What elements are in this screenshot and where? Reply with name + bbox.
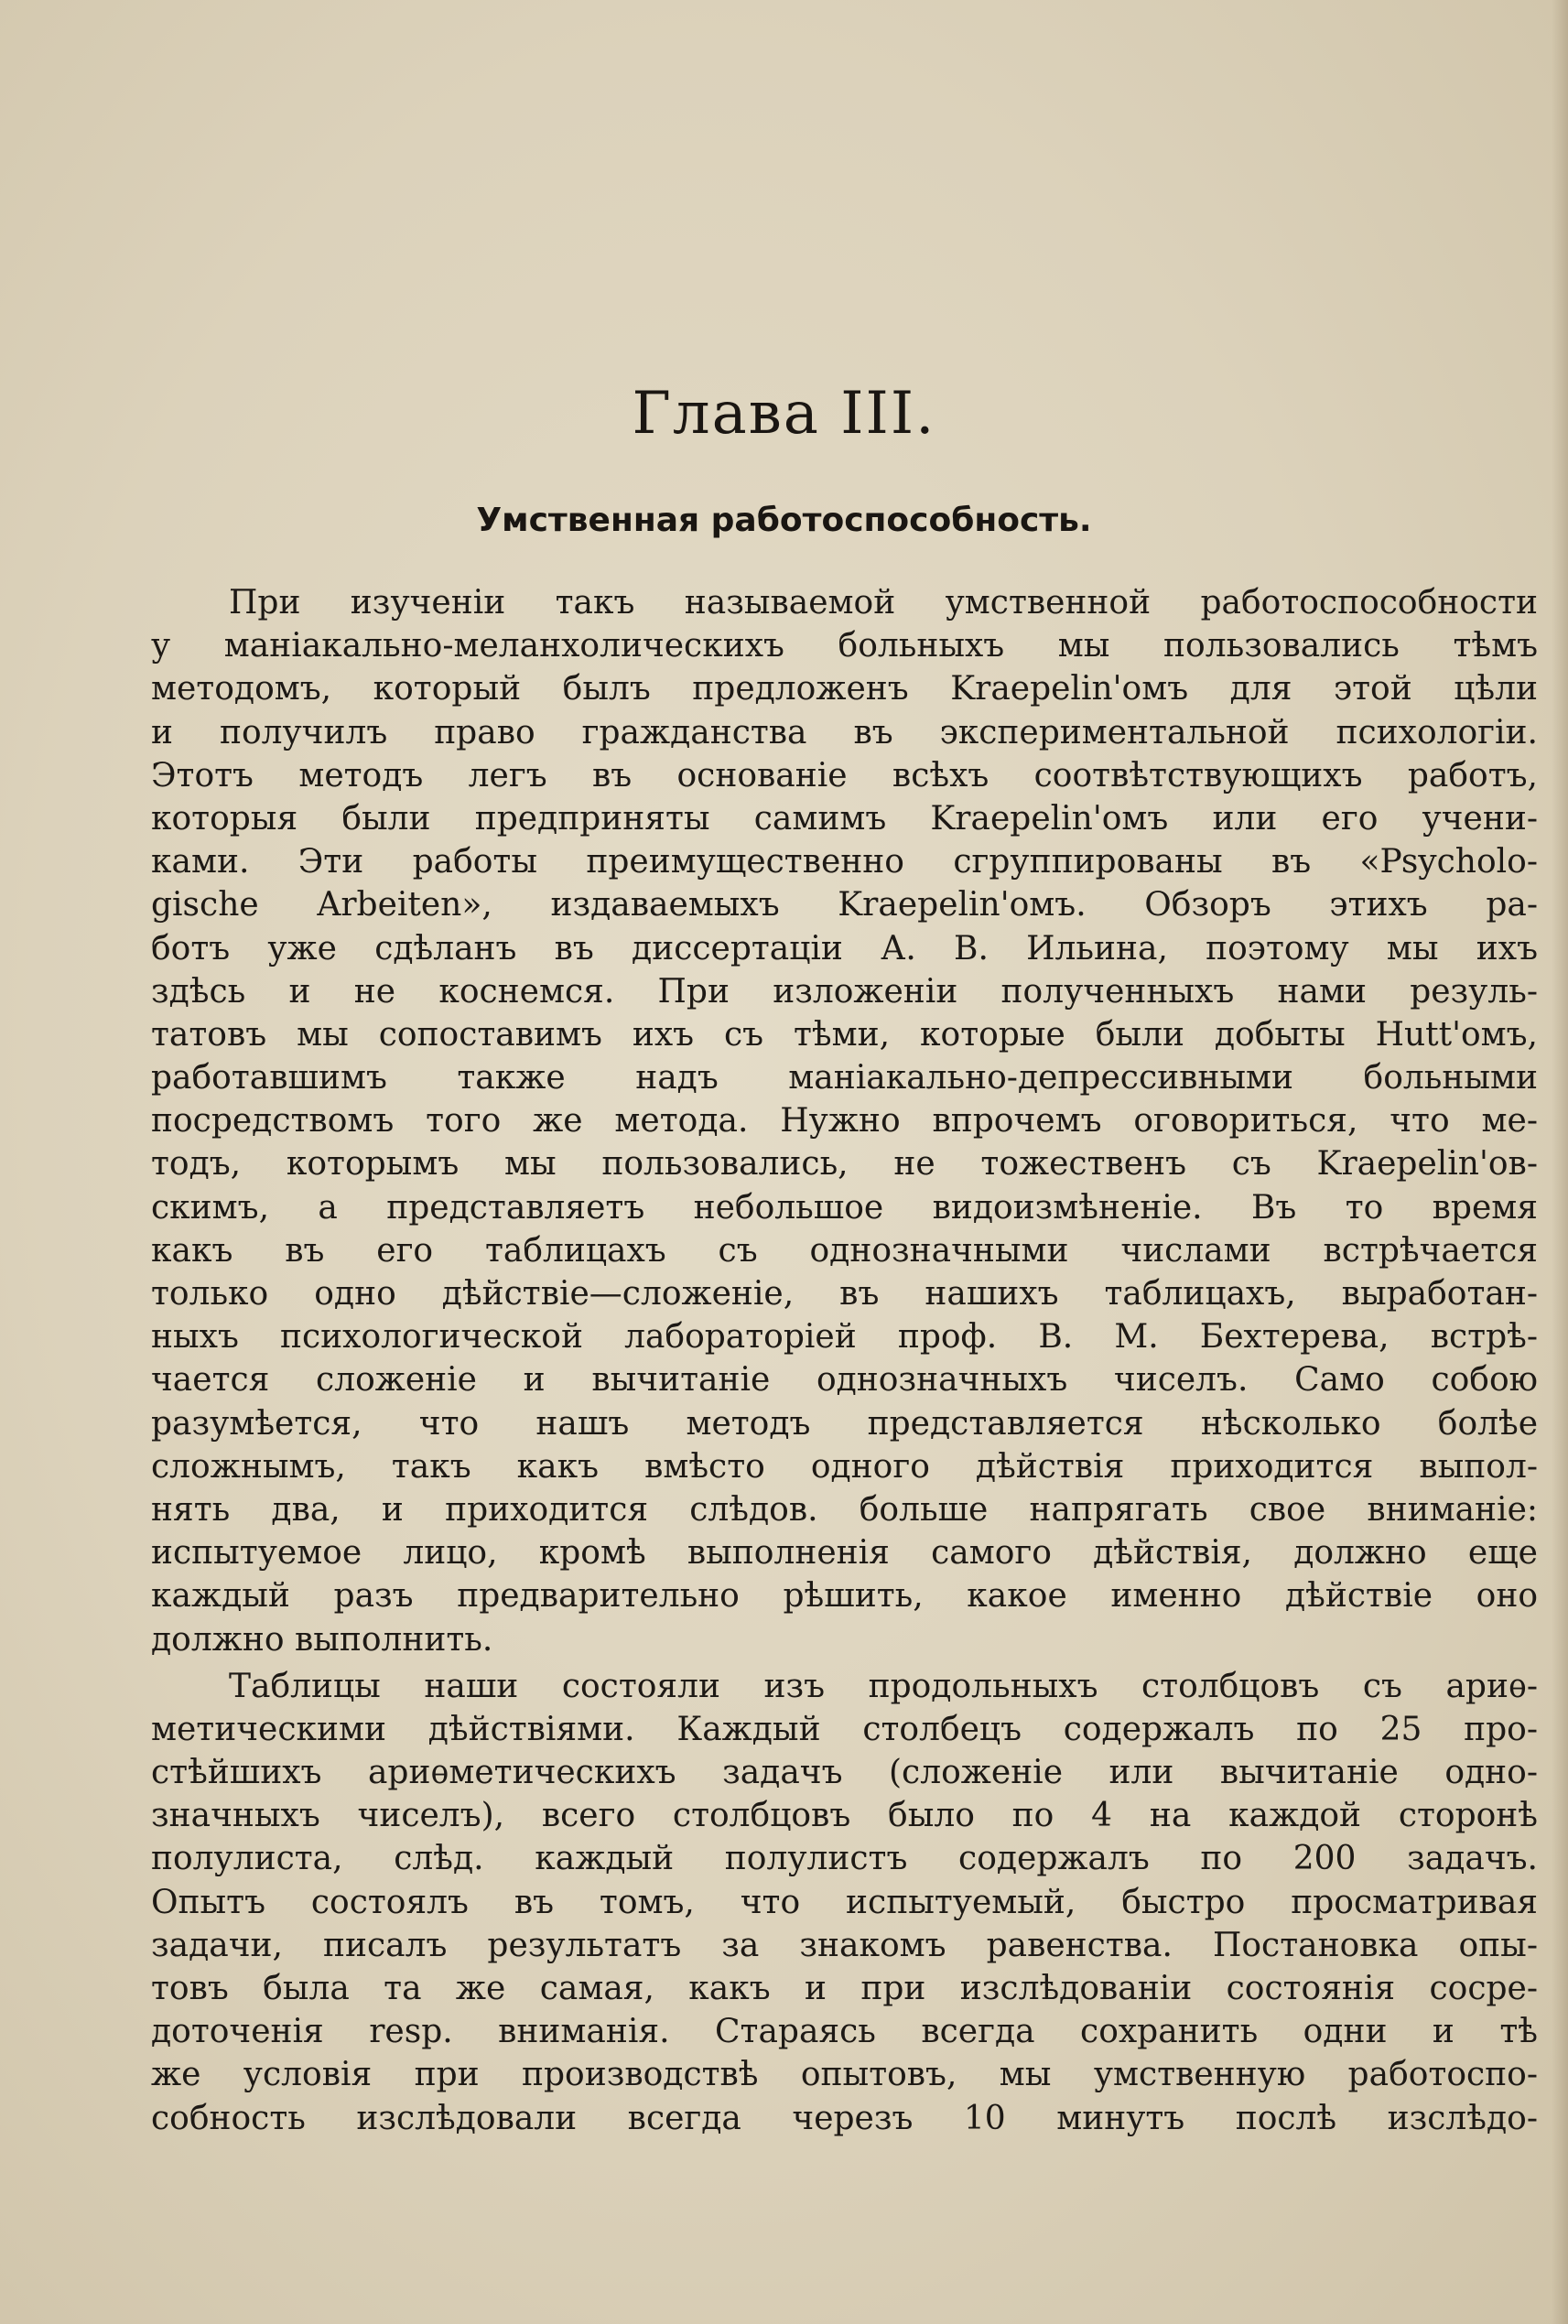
text-line: каждый разъ предварительно рѣшить, какое именно дѣйствіе оно <box>151 1577 1538 1616</box>
text-line: товъ была та же самая, какъ и при изслѣдованіи состоянія сосре- <box>151 1970 1538 2007</box>
text-line: какъ въ его таблицахъ съ однозначными числами встрѣчается <box>151 1231 1538 1270</box>
text-line: нять два, и приходится слѣдов. больше напрягать свое вниманіе: <box>151 1490 1538 1529</box>
text-line: у маніакально-меланхолическихъ больныхъ мы пользовались тѣмъ <box>151 627 1538 665</box>
text-line: доточенія resp. вниманія. Стараясь всегда сохранить одни и тѣ <box>151 2013 1538 2051</box>
text-line: собность изслѣдовали всегда черезъ 10 минутъ послѣ изслѣдо- <box>151 2099 1538 2137</box>
text-line: чается сложеніе и вычитаніе однозначныхъ чиселъ. Само собою <box>151 1361 1538 1400</box>
text-line: задачи, писалъ результатъ за знакомъ равенства. Постановка опы- <box>151 1926 1538 1964</box>
text-line: скимъ, а представляетъ небольшое видоизмѣненіе. Въ то время <box>151 1188 1538 1227</box>
body-text <box>151 581 1538 2140</box>
page-edge-shadow <box>1552 0 1568 2324</box>
text-line: Опытъ состоялъ въ томъ, что испытуемый, быстро просматривая <box>151 1883 1538 1921</box>
text-line: же условія при производствѣ опытовъ, мы умственную работоспо- <box>151 2056 1538 2094</box>
text-line: которыя были предприняты самимъ Kraepelin'омъ или его учени- <box>151 799 1538 838</box>
paragraph-2 <box>151 1665 1538 2140</box>
text-line: должно выполнить. <box>151 1620 493 1659</box>
text-line: работавшимъ также надъ маніакально-депрессивными больными <box>151 1059 1538 1097</box>
section-title: Умственная работоспособность. <box>476 502 1092 539</box>
text-line: Таблицы наши состояли изъ продольныхъ столбцовъ съ ариѳ- <box>229 1667 1538 1705</box>
text-line: методомъ, который былъ предложенъ Kraepelin'омъ для этой цѣли <box>151 670 1538 708</box>
text-line: тодъ, которымъ мы пользовались, не тожественъ съ Kraepelin'ов- <box>151 1145 1538 1184</box>
text-line: ботъ уже сдѣланъ въ диссертаціи А. В. Ильина, поэтому мы ихъ <box>151 929 1538 967</box>
text-line: только одно дѣйствіе—сложеніе, въ нашихъ таблицахъ, выработан- <box>151 1275 1538 1313</box>
text-line: здѣсь и не коснемся. При изложеніи полученныхъ нами резуль- <box>151 972 1538 1011</box>
text-line: и получилъ право гражданства въ экспериментальной психологіи. <box>151 713 1538 751</box>
text-line: полулиста, слѣд. каждый полулистъ содержалъ по 200 задачъ. <box>151 1840 1538 1878</box>
text-line: метическими дѣйствіями. Каждый столбецъ содержалъ по 25 про- <box>151 1710 1538 1748</box>
text-line: испытуемое лицо, кромѣ выполненія самого дѣйствія, должно еще <box>151 1534 1538 1573</box>
text-line: При изученіи такъ называемой умственной работоспособности <box>229 584 1538 622</box>
text-line: стѣйшихъ ариѳметическихъ задачъ (сложеніе или вычитаніе одно- <box>151 1754 1538 1792</box>
text-line: значныхъ чиселъ), всего столбцовъ было по 4 на каждой сторонѣ <box>151 1797 1538 1835</box>
text-line: татовъ мы сопоставимъ ихъ съ тѣми, которые были добыты Hutt'омъ, <box>151 1015 1538 1054</box>
text-line: ныхъ психологической лабораторіей проф. В. М. Бехтерева, встрѣ- <box>151 1318 1538 1357</box>
text-line: разумѣется, что нашъ методъ представляется нѣсколько болѣе <box>151 1404 1538 1443</box>
paragraph-1 <box>151 581 1538 1661</box>
chapter-title: Глава III. <box>632 380 936 448</box>
text-line: сложнымъ, такъ какъ вмѣсто одного дѣйствія приходится выпол- <box>151 1447 1538 1486</box>
text-line: Этотъ методъ легъ въ основаніе всѣхъ соотвѣтствующихъ работъ, <box>151 756 1538 794</box>
text-line: ками. Эти работы преимущественно сгруппированы въ «Psycholo- <box>151 843 1538 881</box>
text-line: gische Arbeiten», издаваемыхъ Kraepelin'омъ. Обзоръ этихъ ра- <box>151 886 1538 924</box>
text-line: посредствомъ того же метода. Нужно впрочемъ оговориться, что ме- <box>151 1102 1538 1140</box>
